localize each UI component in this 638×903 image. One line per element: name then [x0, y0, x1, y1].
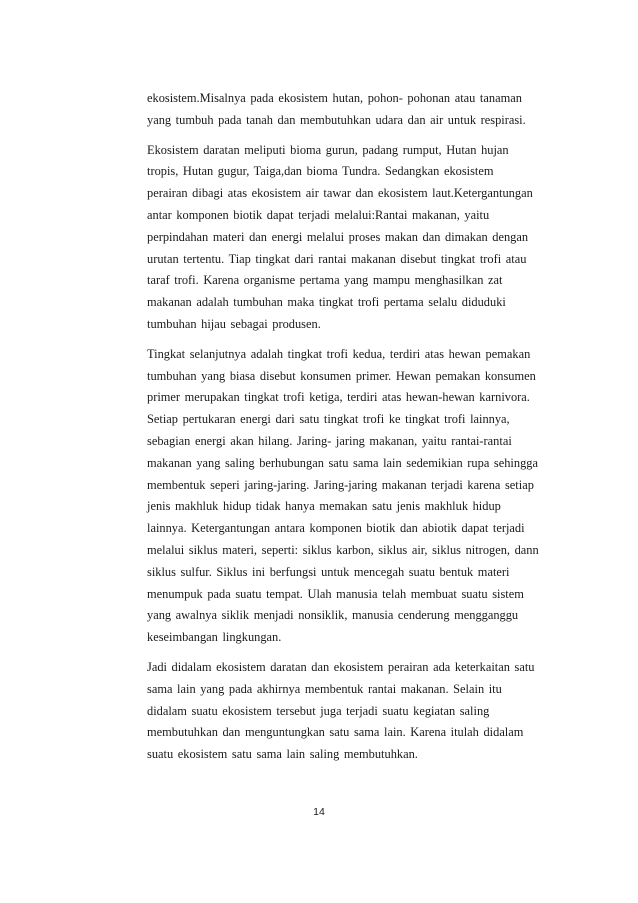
- text-line: membentuk seperi jaring-jaring. Jaring-jaring makanan terjadi karena setiap: [147, 477, 534, 492]
- text-line: tumbuhan hijau sebagai produsen.: [147, 316, 321, 331]
- text-line: antar komponen biotik dapat terjadi melalui:Rantai makanan, yaitu: [147, 207, 490, 222]
- text-line: primer merupakan tingkat trofi ketiga, terdiri atas hewan-hewan karnivora.: [147, 390, 530, 405]
- text-line: perpindahan materi dan energi melalui proses makan dan dimakan dengan: [147, 229, 529, 244]
- text-line: Setiap pertukaran energi dari satu tingkat trofi ke tingkat trofi lainnya,: [147, 412, 510, 427]
- page-number: 14: [313, 806, 325, 818]
- paragraph-1: [147, 88, 547, 132]
- text-line: makanan yang saling berhubungan satu sama lain sedemikian rupa sehingga: [147, 455, 538, 470]
- text-line: membutuhkan dan menguntungkan satu sama lain. Karena itulah didalam: [147, 725, 524, 740]
- text-line: jenis makhluk hidup tidak hanya memakan satu jenis makhluk hidup: [147, 499, 501, 514]
- text-line: sama lain yang pada akhirnya membentuk rantai makanan. Selain itu: [147, 681, 502, 696]
- text-line: yang awalnya siklik menjadi nonsiklik, manusia cenderung mengganggu: [147, 608, 519, 623]
- text-line: suatu ekosistem satu sama lain saling membutuhkan.: [147, 747, 418, 762]
- body-text: [147, 88, 547, 774]
- text-line: menumpuk pada suatu tempat. Ulah manusia telah membuat suatu sistem: [147, 586, 524, 601]
- text-line: keseimbangan lingkungan.: [147, 630, 282, 645]
- paragraph-4: [147, 657, 547, 766]
- text-line: melalui siklus materi, seperti: siklus karbon, siklus air, siklus nitrogen, dann: [147, 542, 539, 557]
- text-line: perairan dibagi atas ekosistem air tawar dan ekosistem laut.Ketergantungan: [147, 186, 533, 201]
- paragraph-2: [147, 140, 547, 336]
- text-line: taraf trofi. Karena organisme pertama yang mampu menghasilkan zat: [147, 273, 503, 288]
- text-line: siklus sulfur. Siklus ini berfungsi untuk mencegah suatu bentuk materi: [147, 564, 510, 579]
- text-line: Ekosistem daratan meliputi bioma gurun, padang rumput, Hutan hujan: [147, 142, 509, 157]
- text-line: Jadi didalam ekosistem daratan dan ekosistem perairan ada keterkaitan satu: [147, 659, 535, 674]
- text-line: makanan adalah tumbuhan maka tingkat trofi pertama selalu diduduki: [147, 295, 506, 310]
- text-line: yang tumbuh pada tanah dan membutuhkan udara dan air untuk respirasi.: [147, 112, 526, 127]
- text-line: didalam suatu ekosistem tersebut juga terjadi suatu kegiatan saling: [147, 703, 490, 718]
- text-line: lainnya. Ketergantungan antara komponen biotik dan abiotik dapat terjadi: [147, 521, 525, 536]
- text-line: ekosistem.Misalnya pada ekosistem hutan, pohon- pohonan atau tanaman: [147, 91, 522, 105]
- text-line: sebagian energi akan hilang. Jaring- jaring makanan, yaitu rantai-rantai: [147, 433, 512, 448]
- paragraph-3: [147, 344, 547, 649]
- text-line: tropis, Hutan gugur, Taiga,dan bioma Tundra. Sedangkan ekosistem: [147, 164, 494, 179]
- text-line: Tingkat selanjutnya adalah tingkat trofi kedua, terdiri atas hewan pemakan: [147, 346, 531, 361]
- text-line: urutan tertentu. Tiap tingkat dari rantai makanan disebut tingkat trofi atau: [147, 251, 527, 266]
- text-line: tumbuhan yang biasa disebut konsumen primer. Hewan pemakan konsumen: [147, 368, 536, 383]
